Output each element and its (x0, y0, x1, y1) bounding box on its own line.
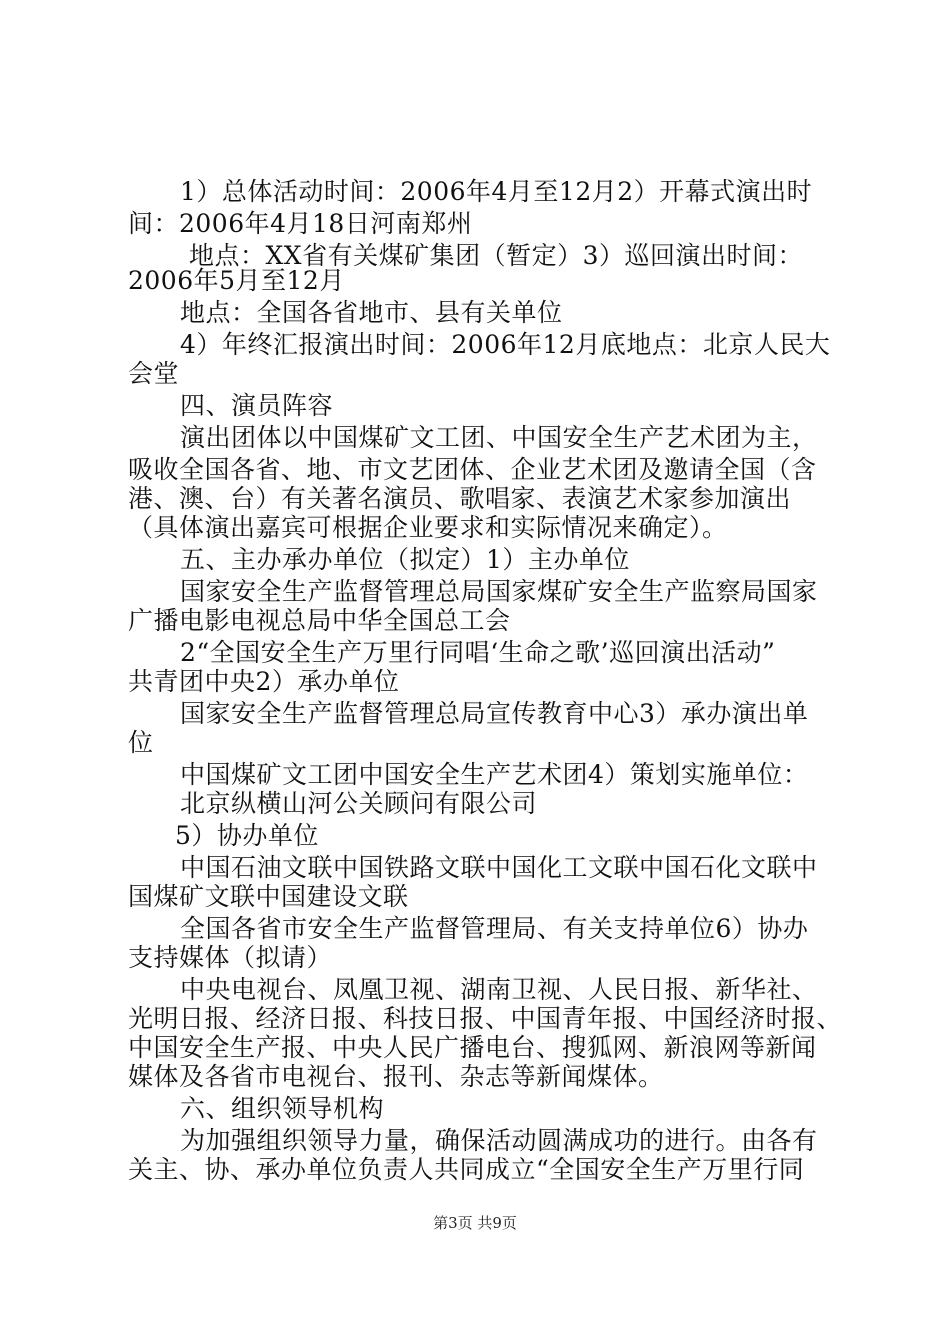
text-line-16: 2“全国安全生产万里行同唱‘生命之歌’巡回演出活动” (180, 638, 776, 667)
text-line-1: 1）总体活动时间：2006年4月至12月2）开幕式演出时 (180, 177, 813, 206)
text-line-19: 位 (128, 728, 154, 757)
text-line-23: 中国石油文联中国铁路文联中国化工文联中国石化文联中 (180, 853, 818, 882)
text-line-20: 中国煤矿文工团中国安全生产艺术团4）策划实施单位： (180, 760, 809, 789)
text-line-11: 港、澳、台）有关著名演员、歌唱家、表演艺术家参加演出 (128, 484, 792, 513)
text-line-4: 2006年5月至12月 (128, 266, 345, 295)
text-line-21: 北京纵横山河公关顾问有限公司 (180, 789, 538, 818)
text-line-30: 媒体及各省市电视台、报刊、杂志等新闻煤体。 (128, 1062, 664, 1091)
text-line-5: 地点：全国各省地市、县有关单位 (180, 298, 563, 327)
text-line-15: 广播电影电视总局中华全国总工会 (128, 606, 511, 635)
text-line-28: 光明日报、经济日报、科技日报、中国青年报、中国经济时报、 (128, 1004, 843, 1033)
text-line-3: 地点：XX省有关煤矿集团（暂定）3）巡回演出时间： (189, 241, 804, 270)
text-line-29: 中国安全生产报、中央人民广播电台、搜狐网、新浪网等新闻 (128, 1033, 817, 1062)
text-line-10: 吸收全国各省、地、市文艺团体、企业艺术团及邀请全国（含 (128, 455, 817, 484)
section-heading-6: 六、组织领导机构 (180, 1094, 385, 1123)
section-heading-5: 五、主办承办单位（拟定）1）主办单位 (180, 545, 630, 574)
text-line-25: 全国各省市安全生产监督管理局、有关支持单位6）协办 (180, 914, 809, 943)
text-line-32: 为加强组织领导力量，确保活动圆满成功的进行。由各有 (180, 1126, 818, 1155)
section-heading-4: 四、演员阵容 (180, 391, 334, 420)
text-line-22: 5）协办单位 (175, 821, 319, 850)
text-line-7: 会堂 (128, 359, 180, 388)
text-line-26: 支持媒体（拟请） (128, 943, 333, 972)
page-number-footer: 第3页 共9页 (433, 1214, 517, 1232)
text-line-27: 中央电视台、凤凰卫视、湖南卫视、人民日报、新华社、 (180, 975, 818, 1004)
text-line-33: 关主、协、承办单位负责人共同成立“全国安全生产万里行同 (128, 1155, 805, 1184)
text-line-18: 国家安全生产监督管理总局宣传教育中心3）承办演出单 (180, 699, 809, 728)
text-line-6: 4）年终汇报演出时间：2006年12月底地点：北京人民大 (180, 330, 831, 359)
text-line-24: 国煤矿文联中国建设文联 (128, 882, 409, 911)
text-line-2: 间：2006年4月18日河南郑州 (128, 209, 473, 238)
text-line-12: （具体演出嘉宾可根据企业要求和实际情况来确定）。 (128, 513, 728, 542)
text-line-14: 国家安全生产监督管理总局国家煤矿安全生产监察局国家 (180, 577, 818, 606)
text-line-17: 共青团中央2）承办单位 (128, 667, 400, 696)
text-line-9: 演出团体以中国煤矿文工团、中国安全生产艺术团为主， (180, 423, 818, 452)
